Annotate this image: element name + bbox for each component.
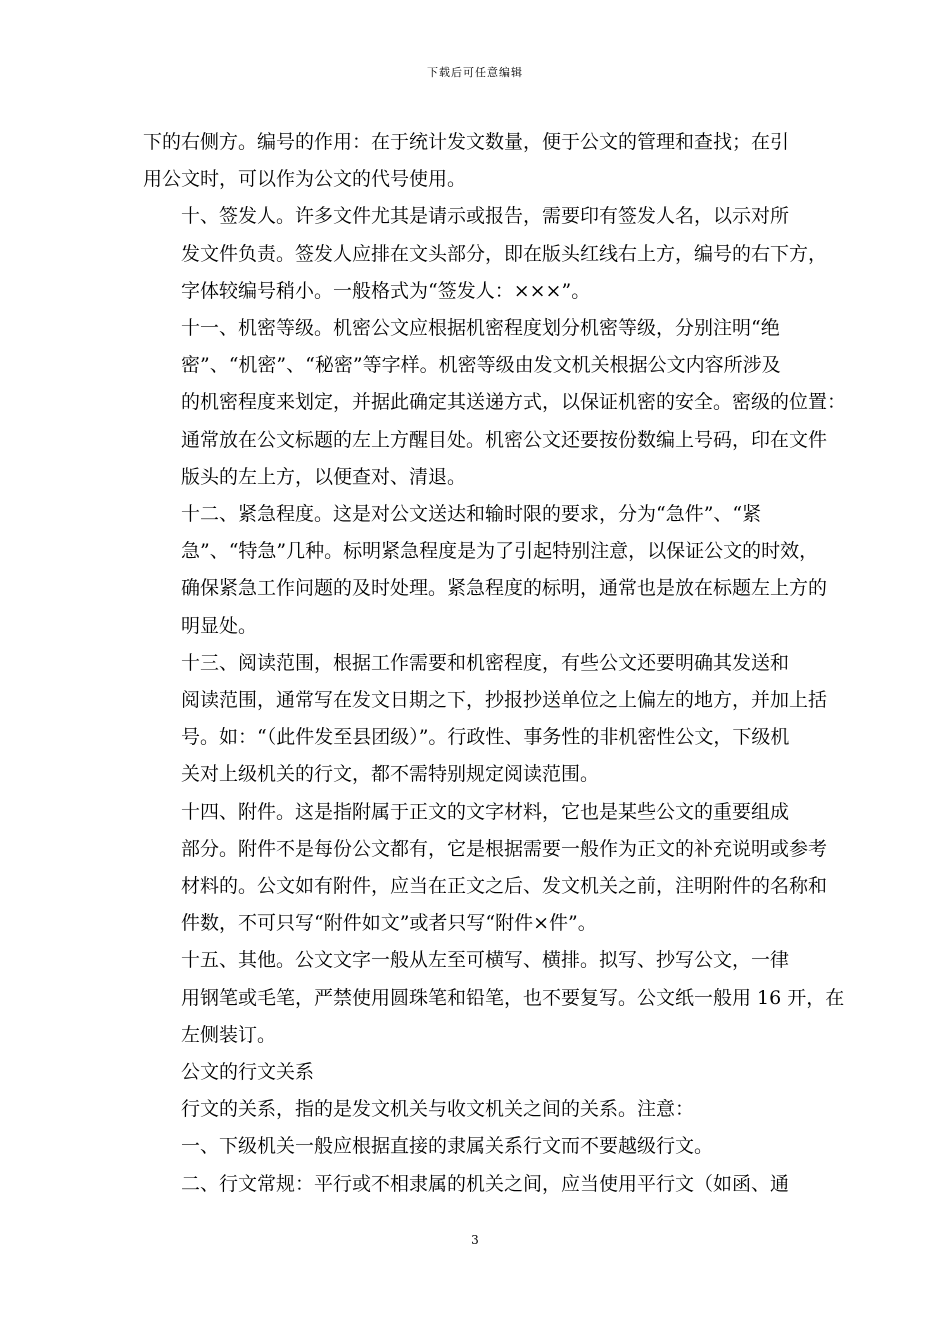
text-line: 左侧装订。 <box>181 1023 277 1046</box>
text-line: 版头的左上方，以便查对、清退。 <box>181 465 467 488</box>
text-line: 十五、其他。公文文字一般从左至可横写、横排。拟写、抄写公文，一律 <box>181 949 790 972</box>
text-line: 十、签发人。许多文件尤其是请示或报告，需要印有签发人名，以示对所 <box>181 205 790 228</box>
text-line: 明显处。 <box>181 614 258 637</box>
text-line: 下的右侧方。编号的作用：在于统计发文数量，便于公文的管理和查找；在引 <box>143 131 790 153</box>
text-line: 发文件负责。签发人应排在文头部分，即在版头红线右上方，编号的右下方， <box>181 242 828 265</box>
text-line: 用钢笔或毛笔，严禁使用圆珠笔和铅笔，也不要复写。公文纸一般用 16 开，在 <box>181 986 845 1009</box>
page-header <box>0 66 950 80</box>
text-line: 通常放在公文标题的左上方醒目处。机密公文还要按份数编上号码，印在文件 <box>181 428 828 451</box>
paragraph-secrecy-level <box>143 310 847 496</box>
paragraph-numbering-continued <box>143 124 810 198</box>
text-line: 部分。附件不是每份公文都有，它是根据需要一般作为正文的补充说明或参考 <box>181 837 828 860</box>
text-line: 字体较编号稍小。一般格式为“签发人：×××”。 <box>181 279 591 302</box>
text-line: 急”、“特急”几种。标明紧急程度是为了引起特别注意，以保证公文的时效， <box>181 540 819 563</box>
text-line: 十四、附件。这是指附属于正文的文字材料，它也是某些公文的重要组成 <box>181 800 790 823</box>
page-number <box>0 1233 950 1247</box>
paragraph-signer <box>143 198 828 310</box>
text-line: 件数，不可只写“附件如文”或者只写“附件×件”。 <box>181 912 597 935</box>
text-line: 号。如：“（此件发至县团级）”。行政性、事务性的非机密性公文，下级机 <box>181 726 790 749</box>
text-line: 材料的。公文如有附件，应当在正文之后、发文机关之前，注明附件的名称和 <box>181 875 828 898</box>
paragraph-relation-intro <box>143 1091 810 1128</box>
text-line: 阅读范围，通常写在发文日期之下，抄报抄送单位之上偏左的地方，并加上括 <box>181 689 828 712</box>
section-heading <box>143 1054 810 1091</box>
text-line: 公文的行文关系 <box>181 1061 315 1084</box>
text-line: 二、行文常规：平行或不相隶属的机关之间，应当使用平行文（如函、通 <box>181 1172 790 1195</box>
paragraph-reading-scope <box>143 645 828 794</box>
text-line: 的机密程度来划定，并据此确定其送递方式，以保证机密的安全。密级的位置： <box>181 391 847 414</box>
text-line: 用公文时，可以作为公文的代号使用。 <box>143 168 467 191</box>
document-body <box>143 124 847 1203</box>
text-line: 十三、阅读范围，根据工作需要和机密程度，有些公文还要明确其发送和 <box>181 651 790 674</box>
text-line: 一、下级机关一般应根据直接的隶属关系行文而不要越级行文。 <box>181 1135 714 1158</box>
page-number-text: 3 <box>471 1233 479 1247</box>
paragraph-urgency <box>143 496 828 645</box>
header-text: 下载后可任意编辑 <box>427 66 523 79</box>
paragraph-attachments <box>143 794 828 943</box>
text-line: 确保紧急工作问题的及时处理。紧急程度的标明，通常也是放在标题左上方的 <box>181 577 828 600</box>
paragraph-other <box>143 942 845 1054</box>
text-line: 十一、机密等级。机密公文应根据机密程度划分机密等级，分别注明“绝 <box>181 317 780 340</box>
text-line: 十二、紧急程度。这是对公文送达和输时限的要求，分为“急件”、“紧 <box>181 503 762 526</box>
paragraph-rule-1 <box>143 1128 810 1165</box>
text-line: 关对上级机关的行文，都不需特别规定阅读范围。 <box>181 763 600 786</box>
text-line: 行文的关系，指的是发文机关与收文机关之间的关系。注意： <box>181 1098 695 1121</box>
text-line: 密”、“机密”、“秘密”等字样。机密等级由发文机关根据公文内容所涉及 <box>181 354 781 377</box>
paragraph-rule-2 <box>143 1166 810 1203</box>
